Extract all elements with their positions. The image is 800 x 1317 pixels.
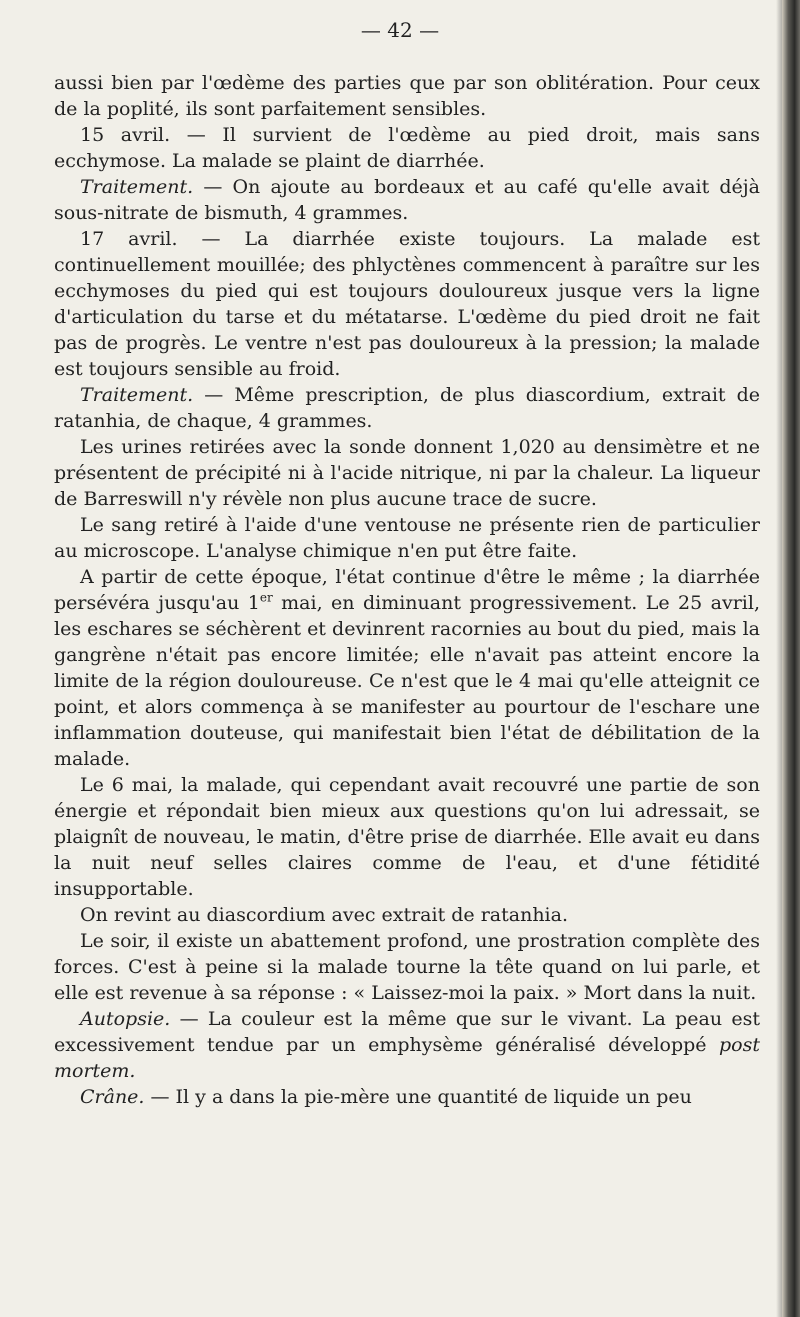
text-run: Le 6 mai, la malade, qui cependant avait recouvré une partie de son énergie et répondait bien mieux aux questions qu'on lui adressait, se plaignît de nouveau, le matin, d'être prise de diarrhée. Elle avait eu dans la nuit neuf selles claires comme de l'eau, et d'une fétidité insupportable. [54, 774, 760, 900]
text-run: Le soir, il existe un abattement profond, une prostration complète des forces. C'est à peine si la malade tourne la tête quand on lui parle, et elle est revenue à sa réponse : « Laissez-moi la paix. » Mort dans la nuit. [54, 930, 760, 1004]
text-run: — Même prescription, de plus diascordium, extrait de ratanhia, de chaque, 4 grammes. [54, 384, 760, 432]
superscript-run: er [259, 590, 273, 605]
text-run: Le sang retiré à l'aide d'une ventouse ne présente rien de particulier au microscope. L'analyse chimique n'en put être faite. [54, 514, 760, 562]
italic-run: Autopsie. [80, 1008, 171, 1030]
paragraph-p8 [54, 564, 760, 772]
paragraph-p10 [54, 902, 760, 928]
paragraph-p5 [54, 382, 760, 434]
paragraph-p4 [54, 226, 760, 382]
paragraph-p9 [54, 772, 760, 902]
text-run: mai, en diminuant progressivement. Le 25 avril, les eschares se séchèrent et devinrent racornies au bout du pied, mais la gangrène n'était pas encore limitée; elle n'avait pas atteint encore la limite de la région douloureuse. Ce n'est que le 4 mai qu'elle atteignit ce point, et alors commença à se manifester au pourtour de l'eschare une inflammation douteuse, qui manifestait bien l'état de débilitation de la malade. [54, 592, 760, 770]
page-edge-border [782, 0, 800, 1317]
paragraph-p1 [54, 70, 760, 122]
body-text [54, 70, 760, 1110]
text-run: A partir de cette époque, l'état continue d'être le même ; la diarrhée persévéra jusqu'au 1 [54, 566, 760, 614]
paragraph-p12 [54, 1006, 760, 1084]
paragraph-p7 [54, 512, 760, 564]
text-run: On revint au diascordium avec extrait de ratanhia. [80, 904, 568, 926]
paragraph-p13 [54, 1084, 760, 1110]
paragraph-p11 [54, 928, 760, 1006]
text-run: aussi bien par l'œdème des parties que par son oblitération. Pour ceux de la poplité, ils sont parfaitement sensibles. [54, 72, 760, 120]
text-run: Les urines retirées avec la sonde donnent 1,020 au densimètre et ne présentent de précipité ni à l'acide nitrique, ni par la chaleur. La liqueur de Barreswill n'y révèle non plus aucune trace de sucre. [54, 436, 760, 510]
paragraph-p2 [54, 122, 760, 174]
text-run: — On ajoute au bordeaux et au café qu'elle avait déjà sous-nitrate de bismuth, 4 grammes. [54, 176, 760, 224]
italic-run: Crâne. [80, 1086, 145, 1108]
paragraph-p6 [54, 434, 760, 512]
italic-run: Traitement. [80, 384, 194, 406]
text-run: — La couleur est la même que sur le vivant. La peau est excessivement tendue par un emphysème généralisé développé [54, 1008, 760, 1056]
page-number: — 42 — [360, 18, 440, 42]
paragraph-p3 [54, 174, 760, 226]
italic-run: post mortem. [54, 1034, 760, 1082]
text-run: 15 avril. — Il survient de l'œdème au pied droit, mais sans ecchymose. La malade se plaint de diarrhée. [54, 124, 760, 172]
text-run: 17 avril. — La diarrhée existe toujours. La malade est continuellement mouillée; des phlyctènes commencent à paraître sur les ecchymoses du pied qui est toujours douloureux jusque vers la ligne d'articulation du tarse et du métatarse. L'œdème du pied droit ne fait pas de progrès. Le ventre n'est pas douloureux à la pression; la malade est toujours sensible au froid. [54, 228, 760, 380]
italic-run: Traitement. [80, 176, 194, 198]
text-run: — Il y a dans la pie-mère une quantité de liquide un peu [144, 1086, 692, 1108]
